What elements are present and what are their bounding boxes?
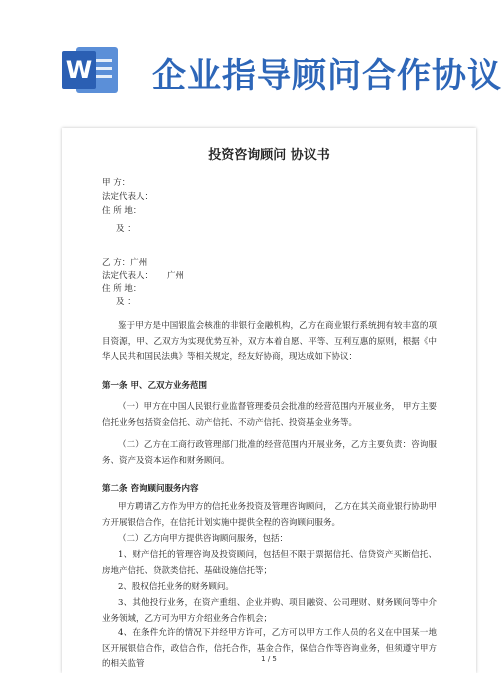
party-b-value: 广州 <box>130 258 148 268</box>
article-2-item-3: 3、其他投行业务，在资产重组、企业并购、项目融资、公司理财、财务顾问等中介业务领域，乙方可为甲方介绍业务合作机会； <box>102 598 437 624</box>
banner-title: 企业指导顾问合作协议 <box>152 56 502 96</box>
document-page <box>62 128 476 673</box>
party-b-label: 乙 方： <box>102 258 131 268</box>
intro-paragraph: 鉴于甲方是中国银监会核准的非银行金融机构，乙方在商业银行系统拥有较丰富的项目资源，甲、乙双方为实现优势互补，双方本着自愿、平等、互利互惠的原则，根据《中华人民共和国民法典》等相关规定，经友好协商，现达成如下协议： <box>102 321 437 362</box>
party-b-rep-line <box>102 269 184 281</box>
article-2-paragraph-2: （二）乙方向甲方提供咨询顾问服务，包括： <box>118 534 289 544</box>
article-2-item-2: 2、股权信托业务的财务顾问。 <box>118 582 234 592</box>
party-a-and: 及 ： <box>116 224 136 234</box>
party-b-address-label: 住 所 地： <box>102 284 142 294</box>
article-1-paragraph-1: （一）甲方在中国人民银行业监督管理委员会批准的经营范围内开展业务， 甲方主要信托业务包括资金信托、动产信托、不动产信托、投资基金业务等。 <box>102 402 437 428</box>
party-b-rep-label: 法定代表人： <box>102 271 154 281</box>
article-1-paragraph-2: （二）乙方在工商行政管理部门批准的经营范围内开展业务，乙方主要负责：咨询服务、资产及资本运作和财务顾问。 <box>102 440 437 466</box>
article-1-heading: 第一条 甲、乙双方业务范围 <box>102 381 207 391</box>
party-b-and: 及 ： <box>116 297 136 307</box>
word-document-icon <box>62 45 120 95</box>
party-a-label: 甲 方： <box>102 178 131 188</box>
page-number: 1 / 5 <box>261 655 277 663</box>
document-title: 投资咨询顾问 协议书 <box>208 148 330 163</box>
article-2-item-4: 4、在条件允许的情况下并经甲方许可，乙方可以甲方工作人员的名义在中国某一地区开展银信合作，政信合作，信托合作，基金合作，保信合作等咨询业务，但须遵守甲方的相关监管 <box>102 628 437 669</box>
banner <box>0 0 502 118</box>
party-b-rep-value: 广州 <box>167 271 185 281</box>
article-2-heading: 第二条 咨询顾问服务内容 <box>102 484 199 494</box>
word-icon-letter: W <box>62 51 96 89</box>
article-2-item-1: 1、财产信托的管理咨询及投资顾问，包括但不限于票据信托、信贷资产买断信托、房地产信托、贷款类信托、基础设施信托等； <box>102 550 437 576</box>
party-b-line <box>102 256 147 268</box>
party-a-rep-label: 法定代表人： <box>102 192 154 202</box>
party-a-address-label: 住 所 地： <box>102 206 142 216</box>
article-2-paragraph-1: 甲方聘请乙方作为甲方的信托业务投资及管理咨询顾问， 乙方在其关商业银行协助甲方开展银信合作，在信托计划实施中提供全程的咨询顾问服务。 <box>102 502 437 528</box>
